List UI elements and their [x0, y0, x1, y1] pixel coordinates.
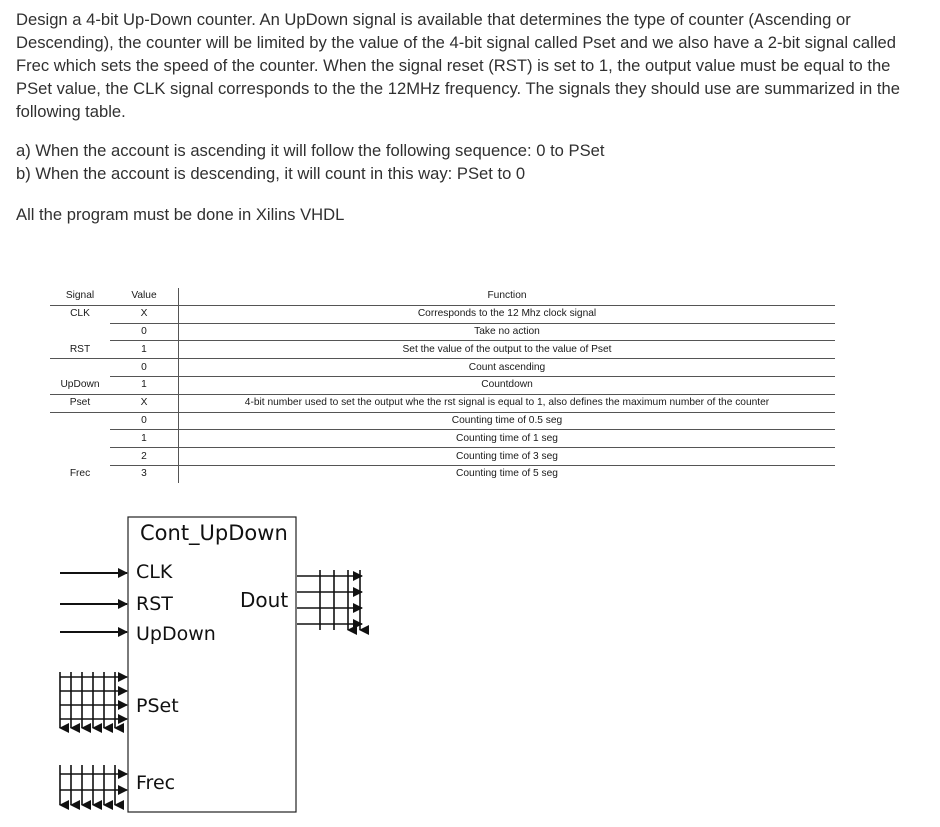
cell-value: 1	[110, 376, 179, 394]
header-function: Function	[179, 288, 836, 305]
cell-function: Take no action	[179, 323, 836, 341]
cell-value: 0	[110, 359, 179, 377]
frec-bus-arrows	[60, 765, 127, 805]
input-rst-label: RST	[136, 593, 173, 615]
cell-function: Counting time of 3 seg	[179, 448, 836, 466]
input-updown-label: UpDown	[136, 623, 216, 645]
block-title: Cont_UpDown	[140, 521, 288, 545]
cell-function: Counting time of 0.5 seg	[179, 412, 836, 430]
cell-function: Counting time of 5 seg	[456, 468, 558, 480]
note-text: All the program must be done in Xilins VHDL	[16, 205, 345, 224]
cell-signal: UpDown	[50, 376, 110, 394]
input-pset-label: PSet	[136, 695, 179, 717]
input-clk-label: CLK	[136, 561, 173, 583]
input-frec-label: Frec	[136, 772, 176, 794]
cell-value: X	[110, 394, 179, 412]
cell-value: 2	[110, 448, 179, 466]
cell-function: Corresponds to the 12 Mhz clock signal	[179, 305, 836, 323]
cell-function: Count ascending	[179, 359, 836, 377]
cell-function: Countdown	[179, 376, 836, 394]
cell-value: 1	[110, 430, 179, 448]
output-dout-label: Dout	[240, 588, 289, 612]
cell-signal: Pset	[50, 394, 110, 412]
cell-signal: Frec	[69, 468, 91, 480]
item-b-text: b) When the account is descending, it will count in this way: PSet to 0	[16, 164, 526, 183]
cell-function: Set the value of the output to the value of Pset	[179, 341, 836, 359]
cell-value: 1	[110, 341, 179, 359]
cell-value: 3	[110, 465, 179, 482]
dout-bus-arrows	[297, 570, 362, 630]
pset-bus-arrows	[60, 672, 127, 728]
cell-function: 4-bit number used to set the output whe the rst signal is equal to 1, also defines the maximum number of the counter	[179, 394, 836, 412]
cell-value: X	[110, 305, 179, 323]
cell-value: 0	[110, 323, 179, 341]
cell-function: Counting time of 1 seg	[179, 430, 836, 448]
intro-paragraph: Design a 4-bit Up-Down counter. An UpDown signal is available that determines the type of counter (Ascending or Descending), the counter will be limited by the value of the 4-bit signal called Pset and we also have a 2-bit signal called Frec which sets the speed of the counter. When the signal reset (RST) is set to 1, the output value must be equal to the PSet value, the CLK signal corresponds to the the 12MHz frequency. The signals they should use are summarized in the following table.	[16, 10, 900, 121]
header-signal: Signal	[50, 288, 110, 305]
cell-value: 0	[110, 412, 179, 430]
item-a-text: a) When the account is ascending it will follow the following sequence: 0 to PSet	[16, 141, 605, 160]
cell-signal: RST	[50, 341, 110, 359]
header-value: Value	[110, 288, 179, 305]
cell-signal: CLK	[70, 308, 90, 320]
input-arrows	[60, 573, 127, 632]
